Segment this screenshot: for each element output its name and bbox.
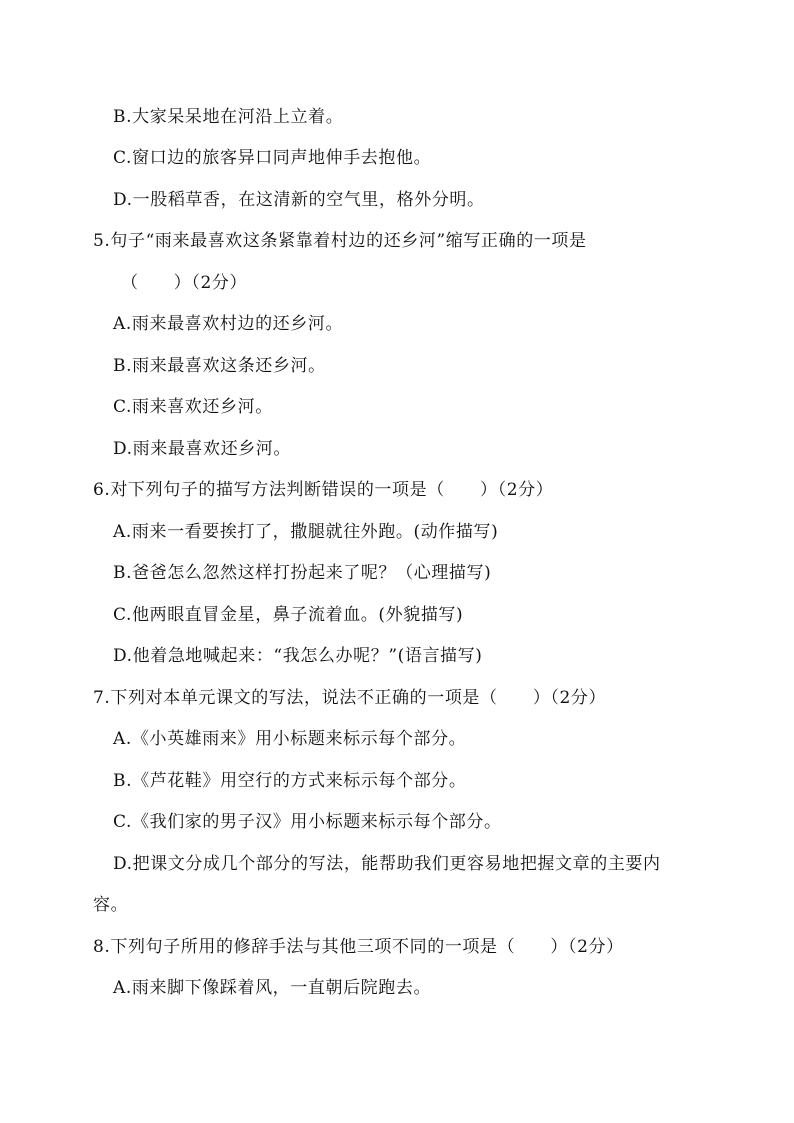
q7-option-a: A.《小英雄雨来》用小标题来标示每个部分。 bbox=[113, 729, 467, 749]
q5-option-b: B.雨来最喜欢这条还乡河。 bbox=[113, 356, 326, 376]
q7-option-c: C.《我们家的男子汉》用小标题来标示每个部分。 bbox=[113, 812, 502, 832]
q6-option-c: C.他两眼直冒金星，鼻子流着血。(外貌描写) bbox=[113, 605, 464, 625]
question-5-answer-blank: （ ）（2分） bbox=[121, 273, 248, 293]
q6-option-b: B.爸爸怎么忽然这样打扮起来了呢？（心理描写) bbox=[113, 563, 492, 583]
q5-option-a: A.雨来最喜欢村边的还乡河。 bbox=[113, 314, 344, 334]
q7-option-d: D.把课文分成几个部分的写法，能帮助我们更容易地把握文章的主要内 bbox=[113, 854, 661, 874]
q4-option-c: C.窗口边的旅客异口同声地伸手去抱他。 bbox=[113, 148, 432, 168]
q7-option-b: B.《芦花鞋》用空行的方式来标示每个部分。 bbox=[113, 771, 467, 791]
q6-option-a: A.雨来一看要挨打了，撒腿就往外跑。(动作描写) bbox=[113, 522, 499, 542]
q5-option-c: C.雨来喜欢还乡河。 bbox=[113, 397, 273, 417]
question-8-stem: 8.下列句子所用的修辞手法与其他三项不同的一项是（ ）（2分） bbox=[93, 937, 624, 957]
q7-option-d-continuation: 容。 bbox=[93, 895, 129, 915]
question-7-stem: 7.下列对本单元课文的写法，说法不正确的一项是（ ）（2分） bbox=[93, 688, 607, 708]
q4-option-b: B.大家呆呆地在河沿上立着。 bbox=[113, 107, 344, 127]
question-5-stem: 5.句子“雨来最喜欢这条紧靠着村边的还乡河”缩写正确的一项是 bbox=[93, 231, 587, 251]
q6-option-d: D.他着急地喊起来：“我怎么办呢？”(语言描写) bbox=[113, 646, 483, 666]
question-6-stem: 6.对下列句子的描写方法判断错误的一项是（ ）（2分） bbox=[93, 480, 554, 500]
q8-option-a: A.雨来脚下像踩着风，一直朝后院跑去。 bbox=[113, 978, 432, 998]
q4-option-d: D.一股稻草香，在这清新的空气里，格外分明。 bbox=[113, 190, 485, 210]
q5-option-d: D.雨来最喜欢还乡河。 bbox=[113, 439, 292, 459]
